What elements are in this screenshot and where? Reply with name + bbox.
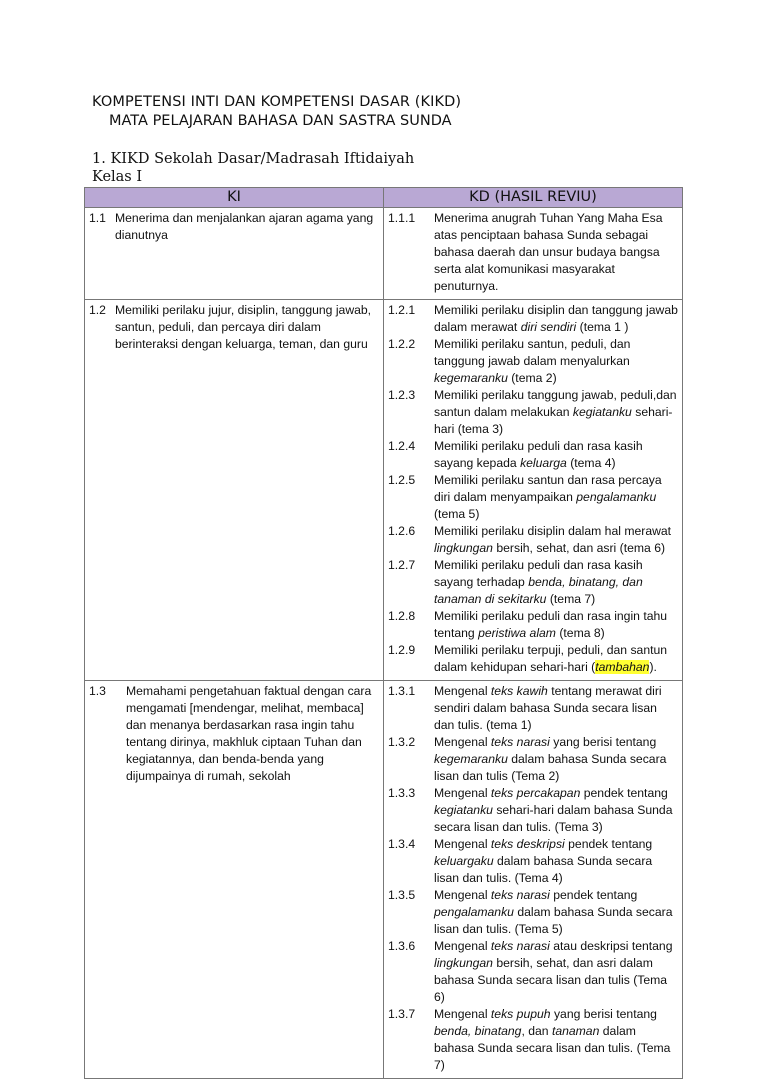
ki-item bbox=[89, 302, 379, 353]
kd-number: 1.1.1 bbox=[388, 211, 416, 225]
kd-item bbox=[388, 734, 678, 785]
kd-number: 1.2.5 bbox=[388, 473, 416, 487]
kd-item bbox=[388, 938, 678, 1006]
kd-item bbox=[388, 523, 678, 557]
italic-term: benda, binatang bbox=[434, 1024, 522, 1038]
italic-term: teks percakapan bbox=[490, 786, 581, 800]
kd-text: Memiliki perilaku tanggung jawab, peduli,dan santun dalam melakukan kegiatanku sehari-hari (tema 3) bbox=[434, 388, 677, 436]
kd-item bbox=[388, 387, 678, 438]
kd-item bbox=[388, 887, 678, 938]
document-subtitle: MATA PELAJARAN BAHASA DAN SASTRA SUNDA bbox=[109, 113, 452, 129]
kd-number: 1.3.1 bbox=[388, 684, 416, 698]
italic-term: pengalamanku bbox=[434, 905, 514, 919]
kd-number: 1.2.2 bbox=[388, 337, 416, 351]
kd-text: Mengenal teks kawih tentang merawat diri sendiri dalam bahasa Sunda secara lisan dan tulis. (tema 1) bbox=[434, 684, 662, 732]
italic-term: teks narasi bbox=[490, 735, 550, 749]
column-header-kd: KD (HASIL REVIU) bbox=[384, 188, 683, 208]
class-label: Kelas I bbox=[92, 169, 143, 185]
italic-term: kegemaranku bbox=[434, 371, 508, 385]
column-header-ki: KI bbox=[85, 188, 384, 208]
ki-item bbox=[89, 683, 379, 785]
kd-number: 1.2.4 bbox=[388, 439, 416, 453]
italic-term: kegiatanku bbox=[572, 405, 632, 419]
italic-term: teks kawih bbox=[490, 684, 548, 698]
kd-item bbox=[388, 210, 678, 295]
kd-item bbox=[388, 1006, 678, 1074]
italic-term: kegemaranku bbox=[434, 752, 508, 766]
table-row bbox=[85, 681, 683, 1079]
kd-number: 1.2.7 bbox=[388, 558, 416, 572]
section-heading: 1. KIKD Sekolah Dasar/Madrasah Iftidaiyah bbox=[92, 151, 415, 167]
kd-cell bbox=[384, 300, 683, 681]
kd-item bbox=[388, 472, 678, 523]
ki-cell bbox=[85, 300, 384, 681]
kd-number: 1.2.3 bbox=[388, 388, 416, 402]
italic-term: teks deskripsi bbox=[490, 837, 565, 851]
kd-item bbox=[388, 336, 678, 387]
kd-number: 1.3.6 bbox=[388, 939, 416, 953]
kd-text: Memiliki perilaku peduli dan rasa kasih sayang kepada keluarga (tema 4) bbox=[434, 439, 643, 470]
kd-text: Menerima anugrah Tuhan Yang Maha Esa atas penciptaan bahasa Sunda sebagai bahasa daerah dan unsur budaya bangsa serta alat komunikasi masyarakat penuturnya. bbox=[434, 211, 663, 293]
italic-term: pengalamanku bbox=[576, 490, 657, 504]
italic-term: teks narasi bbox=[490, 888, 550, 902]
kd-text: Mengenal teks narasi atau deskripsi tentang lingkungan bersih, sehat, dan asri dalam bahasa Sunda secara lisan dan tulis (Tema 6) bbox=[434, 939, 673, 1004]
kd-number: 1.2.8 bbox=[388, 609, 416, 623]
italic-term: kegiatanku bbox=[434, 803, 493, 817]
kd-text: Memiliki perilaku peduli dan rasa ingin tahu tentang peristiwa alam (tema 8) bbox=[434, 609, 668, 640]
kd-item bbox=[388, 836, 678, 887]
kd-text: Memiliki perilaku santun dan rasa percaya diri dalam menyampaikan pengalamanku (tema 5) bbox=[434, 473, 662, 521]
kd-text: Memiliki perilaku disiplin dan tanggung jawab dalam merawat diri sendiri (tema 1 ) bbox=[434, 303, 678, 334]
document-title: KOMPETENSI INTI DAN KOMPETENSI DASAR (KIKD) bbox=[92, 94, 462, 110]
kd-text: Memiliki perilaku terpuji, peduli, dan santun dalam kehidupan sehari-hari (tambahan). bbox=[434, 643, 668, 674]
kd-cell bbox=[384, 208, 683, 300]
ki-number: 1.2 bbox=[89, 303, 106, 317]
kd-item bbox=[388, 608, 678, 642]
kd-text: Mengenal teks percakapan pendek tentang kegiatanku sehari-hari dalam bahasa Sunda secara lisan dan tulis. (Tema 3) bbox=[434, 786, 673, 834]
kd-number: 1.2.1 bbox=[388, 303, 416, 317]
italic-term: lingkungan bbox=[434, 956, 493, 970]
italic-term: teks pupuh bbox=[490, 1007, 551, 1021]
italic-term: benda, binatang, dan tanaman di sekitarku bbox=[434, 575, 643, 606]
table-body bbox=[85, 208, 683, 1079]
kd-cell bbox=[384, 681, 683, 1079]
kd-number: 1.3.4 bbox=[388, 837, 416, 851]
kd-text: Memiliki perilaku peduli dan rasa kasih sayang terhadap benda, binatang, dan tanaman di sekitarku (tema 7) bbox=[434, 558, 643, 606]
table-header-row bbox=[85, 188, 683, 208]
kd-text: Mengenal teks narasi pendek tentang pengalamanku dalam bahasa Sunda secara lisan dan tulis. (Tema 5) bbox=[434, 888, 673, 936]
italic-term: diri sendiri bbox=[520, 320, 577, 334]
kd-item bbox=[388, 785, 678, 836]
ki-text: Memiliki perilaku jujur, disiplin, tanggung jawab, santun, peduli, dan percaya diri dalam berinteraksi dengan keluarga, teman, dan guru bbox=[115, 303, 372, 351]
kd-item bbox=[388, 438, 678, 472]
kd-number: 1.2.6 bbox=[388, 524, 416, 538]
kd-text: Memiliki perilaku santun, peduli, dan tanggung jawab dalam menyalurkan kegemaranku (tema 2) bbox=[434, 337, 631, 385]
ki-text: Menerima dan menjalankan ajaran agama yang dianutnya bbox=[115, 211, 374, 242]
italic-term: teks narasi bbox=[490, 939, 550, 953]
kd-number: 1.3.5 bbox=[388, 888, 416, 902]
table-row bbox=[85, 208, 683, 300]
italic-term: tanaman bbox=[551, 1024, 600, 1038]
kikd-table bbox=[84, 187, 683, 1079]
kd-number: 1.3.3 bbox=[388, 786, 416, 800]
kd-number: 1.3.7 bbox=[388, 1007, 416, 1021]
ki-number: 1.1 bbox=[89, 211, 106, 225]
table-row bbox=[85, 300, 683, 681]
kd-number: 1.3.2 bbox=[388, 735, 416, 749]
ki-cell bbox=[85, 681, 384, 1079]
kd-item bbox=[388, 302, 678, 336]
kd-text: Memiliki perilaku disiplin dalam hal merawat lingkungan bersih, sehat, dan asri (tema 6) bbox=[434, 524, 672, 555]
kd-item bbox=[388, 557, 678, 608]
ki-cell bbox=[85, 208, 384, 300]
ki-number: 1.3 bbox=[89, 684, 106, 698]
kd-text: Mengenal teks pupuh yang berisi tentang benda, binatang, dan tanaman dalam bahasa Sunda secara lisan dan tulis. (Tema 7) bbox=[434, 1007, 671, 1072]
kd-text: Mengenal teks narasi yang berisi tentang kegemaranku dalam bahasa Sunda secara lisan dan tulis (Tema 2) bbox=[434, 735, 667, 783]
kd-item bbox=[388, 642, 678, 676]
kd-text: Mengenal teks deskripsi pendek tentang keluargaku dalam bahasa Sunda secara lisan dan tulis. (Tema 4) bbox=[434, 837, 653, 885]
italic-term: keluarga bbox=[520, 456, 567, 470]
kd-item bbox=[388, 683, 678, 734]
kd-number: 1.2.9 bbox=[388, 643, 416, 657]
ki-text: Memahami pengetahuan faktual dengan cara mengamati [mendengar, melihat, membaca] dan menanya berdasarkan rasa ingin tahu tentang dirinya, makhluk ciptaan Tuhan dan kegiatannya, dan benda-benda yang dijumpainya di rumah, sekolah bbox=[126, 684, 372, 783]
ki-item bbox=[89, 210, 379, 244]
italic-term: keluargaku bbox=[434, 854, 494, 868]
italic-term: lingkungan bbox=[434, 541, 493, 555]
highlighted-term: tambahan bbox=[595, 660, 650, 674]
italic-term: peristiwa alam bbox=[478, 626, 556, 640]
